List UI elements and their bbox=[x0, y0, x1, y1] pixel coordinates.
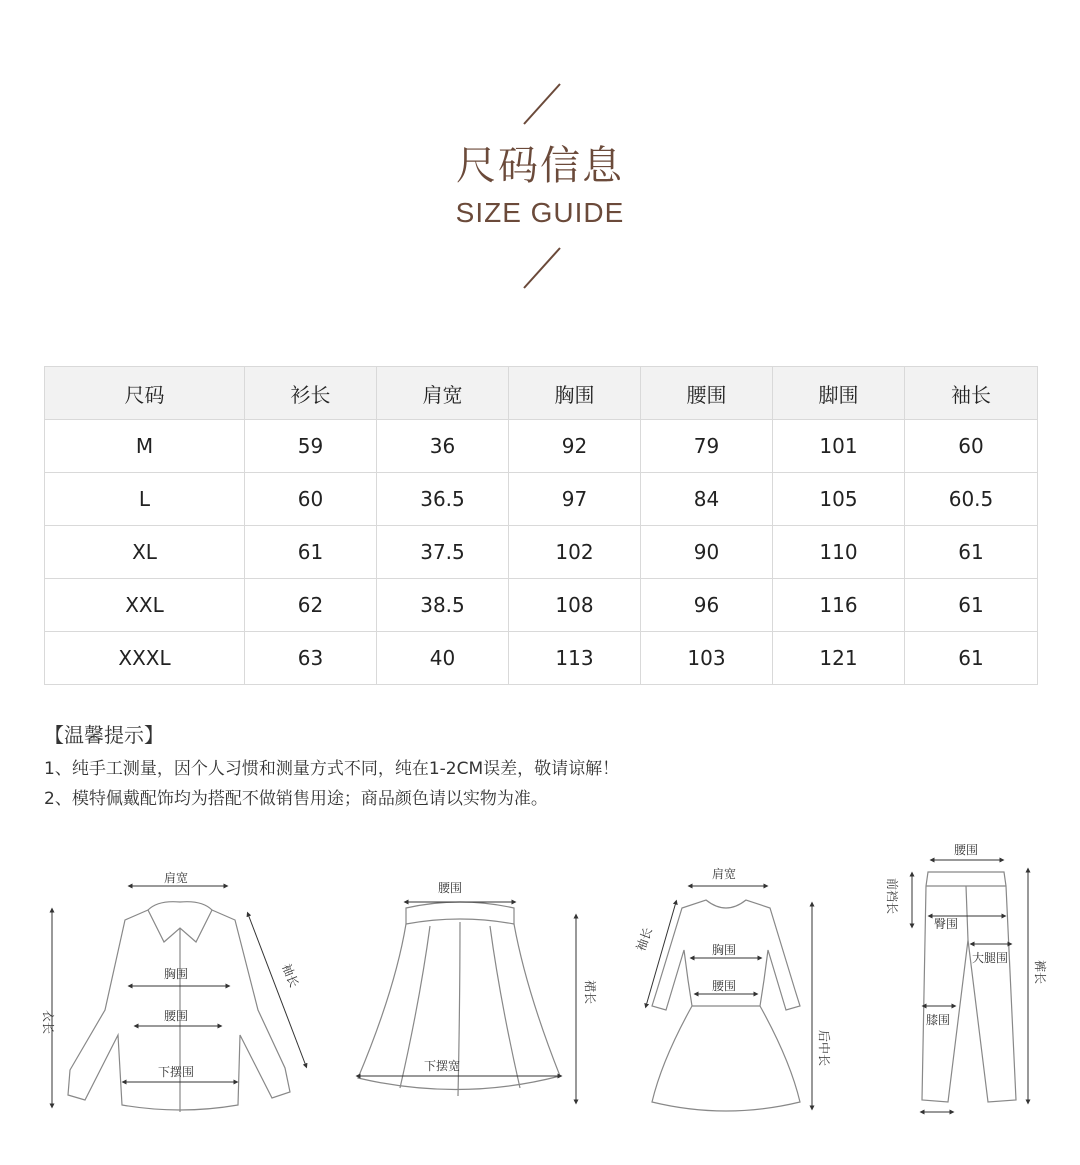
decorative-slash-top bbox=[520, 82, 564, 126]
shirt-label-hem: 下摆围 bbox=[158, 1065, 195, 1079]
table-cell: 60.5 bbox=[905, 473, 1038, 526]
table-row bbox=[45, 632, 1038, 685]
table-cell: 92 bbox=[509, 420, 641, 473]
table-cell: 97 bbox=[509, 473, 641, 526]
table-row bbox=[45, 420, 1038, 473]
table-cell: 121 bbox=[773, 632, 905, 685]
dress-label-shoulder: 肩宽 bbox=[712, 867, 737, 881]
col-header-length: 衫长 bbox=[245, 367, 377, 420]
dress-label-back-length: 后中长 bbox=[817, 1030, 831, 1067]
table-cell: 40 bbox=[377, 632, 509, 685]
table-cell: 90 bbox=[641, 526, 773, 579]
shirt-label-chest: 胸围 bbox=[164, 967, 189, 981]
table-cell: 63 bbox=[245, 632, 377, 685]
table-cell: XXXL bbox=[45, 632, 245, 685]
table-cell: M bbox=[45, 420, 245, 473]
table-cell: XL bbox=[45, 526, 245, 579]
table-cell: 61 bbox=[905, 526, 1038, 579]
measurement-diagrams-svg bbox=[0, 830, 1080, 1130]
table-cell: 38.5 bbox=[377, 579, 509, 632]
col-header-shoulder: 肩宽 bbox=[377, 367, 509, 420]
table-cell: 36.5 bbox=[377, 473, 509, 526]
pants-label-waist: 腰围 bbox=[954, 843, 979, 857]
col-header-waist: 腰围 bbox=[641, 367, 773, 420]
table-cell: 79 bbox=[641, 420, 773, 473]
col-header-sleeve: 袖长 bbox=[905, 367, 1038, 420]
table-cell: 108 bbox=[509, 579, 641, 632]
table-cell: 116 bbox=[773, 579, 905, 632]
skirt-label-waist: 腰围 bbox=[438, 881, 463, 895]
table-cell: 113 bbox=[509, 632, 641, 685]
pants-diagram bbox=[922, 872, 1016, 1102]
table-cell: 62 bbox=[245, 579, 377, 632]
size-guide-header bbox=[0, 0, 1080, 320]
table-cell: 84 bbox=[641, 473, 773, 526]
table-cell: 60 bbox=[905, 420, 1038, 473]
table-row bbox=[45, 526, 1038, 579]
tips-title: 【温馨提示】 bbox=[44, 723, 164, 747]
measurement-diagrams bbox=[0, 830, 1080, 1130]
table-cell: 103 bbox=[641, 632, 773, 685]
table-row bbox=[45, 579, 1038, 632]
dress-label-waist: 腰围 bbox=[712, 979, 737, 993]
col-header-size: 尺码 bbox=[45, 367, 245, 420]
table-cell: 36 bbox=[377, 420, 509, 473]
table-cell: 102 bbox=[509, 526, 641, 579]
col-header-hem: 脚围 bbox=[773, 367, 905, 420]
table-cell: XXL bbox=[45, 579, 245, 632]
table-cell: 105 bbox=[773, 473, 905, 526]
tip-line-1: 1、纯手工测量，因个人习惯和测量方式不同，纯在1-2CM误差，敬请谅解！ bbox=[44, 759, 620, 779]
table-cell: 60 bbox=[245, 473, 377, 526]
table-cell: 110 bbox=[773, 526, 905, 579]
tip-line-2: 2、模特佩戴配饰均为搭配不做销售用途；商品颜色请以实物为准。 bbox=[44, 789, 548, 809]
table-header-row bbox=[45, 367, 1038, 420]
warm-tips bbox=[44, 720, 1044, 814]
dress-label-sleeve: 袖长 bbox=[633, 925, 656, 954]
table-cell: 61 bbox=[245, 526, 377, 579]
pants-label-length: 裤长 bbox=[1033, 960, 1047, 985]
table-cell: 61 bbox=[905, 579, 1038, 632]
skirt-label-length: 裙长 bbox=[583, 980, 597, 1005]
skirt-label-hem: 下摆宽 bbox=[424, 1059, 461, 1073]
shirt-diagram bbox=[68, 902, 290, 1112]
shirt-label-waist: 腰围 bbox=[164, 1009, 189, 1023]
table-cell: 96 bbox=[641, 579, 773, 632]
shirt-label-shoulder: 肩宽 bbox=[164, 871, 189, 885]
pants-label-knee: 膝围 bbox=[926, 1013, 951, 1027]
title-chinese: 尺码信息 bbox=[456, 143, 624, 189]
col-header-chest: 胸围 bbox=[509, 367, 641, 420]
table-cell: 37.5 bbox=[377, 526, 509, 579]
decorative-slash-bottom bbox=[520, 246, 564, 290]
dress-label-chest: 胸围 bbox=[712, 943, 737, 957]
table-cell: 59 bbox=[245, 420, 377, 473]
table-row bbox=[45, 473, 1038, 526]
title-english: SIZE GUIDE bbox=[455, 197, 625, 228]
pants-label-thigh: 大腿围 bbox=[972, 951, 1009, 965]
size-table bbox=[44, 366, 1038, 685]
pants-label-hip: 臀围 bbox=[934, 917, 959, 931]
shirt-label-sleeve: 袖长 bbox=[279, 961, 302, 990]
table-cell: 61 bbox=[905, 632, 1038, 685]
table-cell: 101 bbox=[773, 420, 905, 473]
pants-label-rise: 前裆长 bbox=[885, 878, 899, 915]
table-cell: L bbox=[45, 473, 245, 526]
shirt-label-length: 衣长 bbox=[41, 1010, 55, 1035]
dress-diagram bbox=[652, 900, 800, 1111]
